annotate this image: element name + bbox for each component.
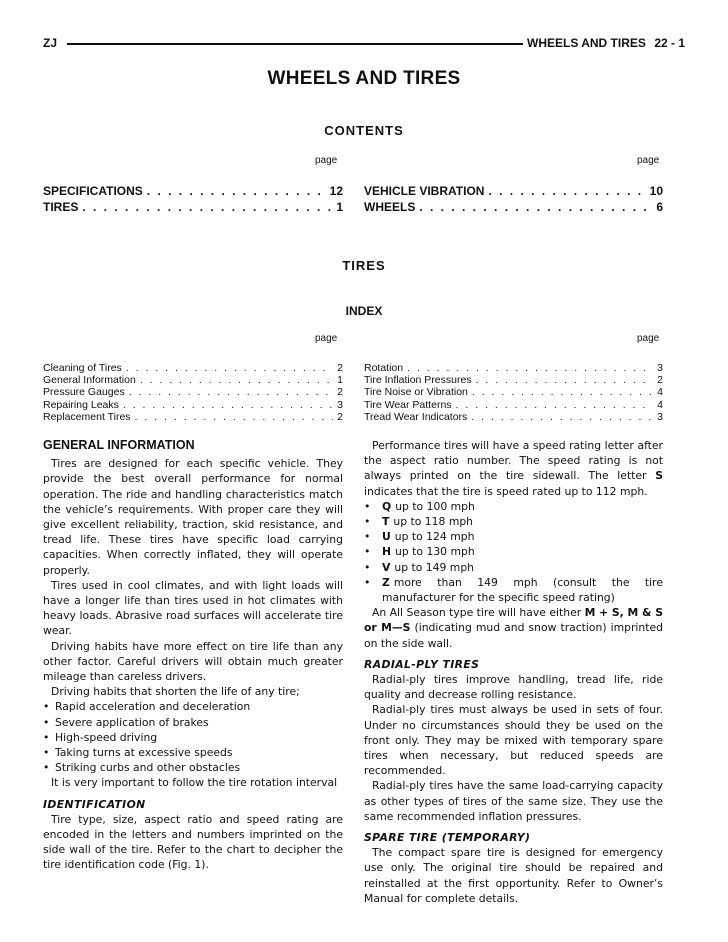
index-entry-page: 3 (657, 410, 663, 423)
left-text-column (43, 438, 343, 873)
speed-text: up to 130 mph (395, 545, 475, 559)
vehicle-code: ZJ (43, 36, 58, 50)
speed-text: up to 100 mph (395, 499, 475, 513)
bold-speed-letter: S (655, 469, 663, 483)
index-entry-page: 2 (337, 410, 343, 423)
leader-dots (135, 411, 334, 423)
leader-dots (488, 183, 645, 199)
bullet-item (43, 745, 343, 760)
index-list-right (364, 362, 663, 423)
toc-entry-page: 6 (656, 200, 663, 214)
paragraph: Radial-ply tires must always be used in sets of four. Under no circumstances should they be used on the front only. They may be mixed with temporary spare tires when necessary, but reduced speeds are recommended. (364, 703, 663, 778)
index-entry[interactable] (364, 362, 663, 374)
index-entry[interactable] (43, 374, 343, 386)
index-entry-page: 2 (337, 386, 343, 399)
toc-entry-page: 10 (649, 184, 663, 198)
paragraph (364, 605, 663, 651)
index-entry-label: Pressure Gauges (43, 386, 125, 399)
leader-dots (472, 386, 653, 398)
toc-entry-page: 1 (336, 200, 343, 214)
index-entry[interactable] (43, 411, 343, 423)
bullet-icon: • (364, 545, 371, 559)
bullet-text: Severe application of brakes (55, 715, 209, 729)
leader-dots (126, 362, 333, 374)
running-header (43, 36, 685, 54)
index-entry[interactable] (364, 411, 663, 423)
index-heading: INDEX (345, 304, 383, 318)
bullet-icon: • (43, 715, 50, 729)
speed-text: up to 118 mph (393, 515, 474, 529)
speed-text: more than 149 mph (consult the tire manufacturer for the specific speed rating) (382, 575, 663, 605)
contents-page-label-left: page (315, 155, 338, 166)
index-entry-label: Tire Inflation Pressures (364, 374, 472, 387)
paragraph: Tires used in cool climates, and with light loads will have a longer life than tires used in hot climates with heavy loads. Abrasive road surfaces will accelerate tire wear. (43, 578, 343, 638)
bold-mud-snow-marking: M + S, M & S or M—S (364, 606, 663, 635)
contents-heading: CONTENTS (324, 123, 404, 138)
radial-ply-tires-heading: RADIAL-PLY TIRES (364, 657, 480, 671)
leader-dots (476, 374, 654, 386)
index-entry-label: Rotation (364, 362, 404, 374)
index-entry[interactable] (43, 362, 343, 374)
text-run: An All Season type tire will have either (372, 606, 585, 620)
index-entry-page: 3 (657, 362, 663, 374)
page-title: WHEELS AND TIRES (267, 68, 461, 89)
leader-dots (471, 411, 653, 423)
bullet-text: Taking turns at excessive speeds (55, 746, 233, 760)
text-run: (indicating mud and snow traction) imprinted on the side wall. (364, 621, 663, 650)
toc-entry[interactable] (364, 199, 663, 215)
speed-rating-item (364, 499, 663, 514)
index-entry[interactable] (43, 399, 343, 411)
bullet-icon: • (364, 499, 371, 513)
general-information-heading: GENERAL INFORMATION (43, 438, 195, 452)
index-page-label-left: page (315, 333, 338, 344)
bullet-item (43, 715, 343, 730)
toc-entry-label: SPECIFICATIONS (43, 184, 143, 198)
paragraph: Radial-ply tires have the same load-carrying capacity as other types of tires of the same size. They use the same recommended inflation pressures. (364, 779, 663, 823)
leader-dots (82, 199, 332, 215)
index-entry-label: Replacement Tires (43, 410, 131, 423)
index-entry[interactable] (43, 386, 343, 398)
leader-dots (123, 399, 333, 411)
speed-letter: Z (382, 575, 390, 589)
leader-dots (147, 183, 326, 199)
leader-dots (419, 199, 652, 215)
speed-rating-item (364, 560, 663, 575)
paragraph: Tires are designed for each specific vehicle. They provide the best overall performance for normal operation. The ride and handling characteristics match the vehicle’s requirements. With proper care they will give excellent reliability, traction, skid resistance, and tread life. These tires have specific load carrying capacities. When correctly inflated, they will operate properly. (43, 457, 343, 577)
contents-list-left (43, 183, 343, 215)
toc-entry-label: WHEELS (364, 200, 416, 214)
index-entry[interactable] (364, 386, 663, 398)
header-rule (67, 43, 523, 45)
toc-entry-page: 12 (329, 184, 343, 198)
index-entry-page: 4 (657, 386, 663, 399)
index-entry-page: 4 (657, 398, 663, 411)
paragraph: It is very important to follow the tire rotation interval (51, 776, 338, 790)
speed-text: up to 149 mph (394, 560, 475, 574)
speed-letter: Q (382, 499, 392, 513)
paragraph (364, 438, 663, 499)
index-entry-label: Tire Wear Patterns (364, 398, 452, 411)
index-entry-page: 1 (337, 374, 343, 387)
tires-section-heading: TIRES (342, 258, 386, 273)
index-entry-page: 2 (337, 362, 343, 374)
speed-rating-item (364, 514, 663, 529)
toc-entry[interactable] (364, 183, 663, 199)
speed-rating-item (364, 575, 663, 605)
index-page-label-right: page (637, 333, 660, 344)
leader-dots (456, 399, 654, 411)
paragraph: Tire type, size, aspect ratio and speed rating are encoded in the letters and numbers imprinted on the side wall of the tire. Refer to the chart to decipher the tire identification code (Fig. 1). (43, 812, 343, 872)
speed-letter: V (382, 560, 391, 574)
spare-tire-heading: SPARE TIRE (TEMPORARY) (364, 831, 531, 845)
index-entry-page: 2 (657, 374, 663, 387)
bullet-icon: • (43, 730, 50, 744)
speed-letter: T (382, 515, 390, 529)
bullet-icon: • (364, 515, 371, 529)
bullet-icon: • (43, 746, 50, 760)
index-list-left (43, 362, 343, 423)
contents-list-right (364, 183, 663, 215)
bullet-text: Rapid acceleration and deceleration (55, 700, 251, 714)
bullet-icon: • (43, 761, 50, 775)
leader-dots (140, 374, 333, 386)
section-name: WHEELS AND TIRES (527, 36, 646, 50)
bullet-icon: • (43, 700, 50, 714)
paragraph: Radial-ply tires improve handling, tread life, ride quality and decrease rolling resistance. (364, 673, 663, 702)
bullet-icon: • (364, 530, 371, 544)
index-entry-label: Cleaning of Tires (43, 362, 122, 374)
bullet-item (43, 730, 343, 745)
bullet-icon: • (364, 560, 371, 574)
bullet-text: High-speed driving (55, 730, 158, 744)
index-entry[interactable] (364, 374, 663, 386)
identification-heading: IDENTIFICATION (43, 797, 146, 811)
page-number: 22 - 1 (654, 36, 685, 50)
bullet-text: Striking curbs and other obstacles (55, 761, 241, 775)
paragraph: The compact spare tire is designed for emergency use only. The original tire should be repaired and reinstalled at the first opportunity. Refer to Owner’s Manual for complete details. (364, 846, 663, 905)
index-entry-label: Tread Wear Indicators (364, 410, 468, 423)
speed-text: up to 124 mph (394, 530, 475, 544)
index-entry-label: General Information (43, 374, 136, 387)
toc-entry-label: TIRES (43, 200, 79, 214)
index-entry-page: 3 (337, 398, 343, 411)
bullet-item (43, 760, 343, 775)
leader-dots (129, 386, 333, 398)
bullet-icon: • (364, 575, 371, 589)
paragraph: Driving habits that shorten the life of any tire; (51, 685, 300, 699)
contents-page-label-right: page (637, 155, 660, 166)
speed-letter: H (382, 545, 392, 559)
text-run: indicates that the tire is speed rated up to 112 mph. (364, 484, 648, 498)
speed-letter: U (382, 530, 391, 544)
toc-entry[interactable] (43, 183, 343, 199)
index-entry-label: Repairing Leaks (43, 398, 119, 411)
paragraph: Driving habits have more effect on tire life than any other factor. Careful drivers will obtain much greater mileage than careless drivers. (43, 639, 343, 684)
toc-entry-label: VEHICLE VIBRATION (364, 184, 485, 198)
speed-rating-item (364, 529, 663, 544)
text-run: Performance tires will have a speed rating letter after the aspect ratio number. The speed rating is not always printed on the tire sidewall. The letter (364, 439, 663, 483)
toc-entry[interactable] (43, 199, 343, 215)
index-entry[interactable] (364, 399, 663, 411)
leader-dots (407, 362, 653, 374)
bullet-item (43, 699, 343, 714)
right-text-column (364, 438, 663, 906)
speed-rating-item (364, 544, 663, 559)
index-entry-label: Tire Noise or Vibration (364, 386, 468, 399)
